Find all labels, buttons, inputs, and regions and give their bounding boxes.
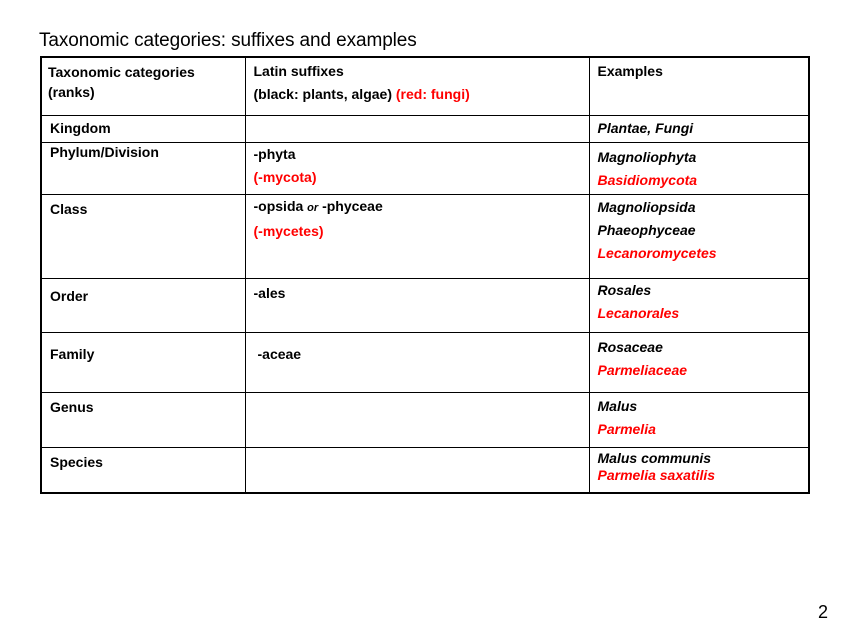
example-fungi-text: Parmelia [597, 420, 656, 437]
rank-cell: Class [41, 194, 245, 278]
header-suffixes-line2 [254, 83, 583, 106]
header-legend-red: (red: fungi) [395, 86, 470, 102]
suffix-cell: -ales [245, 278, 589, 332]
table-row [41, 142, 809, 194]
table-row [41, 392, 809, 447]
suffix-text-a: -opsida [253, 197, 304, 214]
suffix-cell [245, 194, 589, 278]
rank-cell: Kingdom [41, 115, 245, 142]
suffix-cell: -aceae [245, 332, 589, 392]
table-row [41, 332, 809, 392]
rank-cell: Family [41, 332, 245, 392]
example-cell [589, 392, 809, 447]
suffix-fungi-text: (-mycota) [253, 168, 317, 185]
page-number: 2 [817, 602, 828, 622]
table-row [41, 115, 809, 142]
slide-title: Taxonomic categories: suffixes and examples [39, 30, 417, 51]
header-ranks-line1: Taxonomic categories [48, 64, 195, 80]
suffix-or: or [307, 201, 319, 214]
header-suffixes-line1: Latin suffixes [253, 63, 344, 79]
suffix-text [254, 195, 583, 220]
header-ranks [41, 57, 245, 115]
table-row [41, 447, 809, 493]
header-suffixes [245, 57, 589, 115]
example-cell [589, 447, 809, 493]
header-ranks-line2: (ranks) [48, 84, 95, 100]
example-cell [589, 278, 809, 332]
example-text: Malus [597, 397, 638, 414]
suffix-cell [245, 447, 589, 493]
suffix-cell [245, 392, 589, 447]
example-text: Rosales [597, 281, 652, 298]
suffix-text: -phyta [253, 145, 296, 162]
suffix-text-b: -phyceae [322, 197, 383, 214]
example-fungi-text: Basidiomycota [597, 171, 698, 188]
example-text: Magnoliopsida [597, 198, 696, 215]
example-cell [589, 142, 809, 194]
example-cell [589, 194, 809, 278]
suffix-cell [245, 115, 589, 142]
header-legend-black: (black: plants, algae) [253, 86, 392, 102]
example-text: Magnoliophyta [597, 148, 697, 165]
header-examples: Examples [589, 57, 809, 115]
example-fungi-text: Lecanoromycetes [597, 244, 717, 261]
example-text: Malus communis [597, 449, 712, 466]
example-text: Phaeophyceae [597, 221, 696, 238]
rank-cell: Order [41, 278, 245, 332]
rank-cell: Genus [41, 392, 245, 447]
table-row [41, 194, 809, 278]
example-cell [589, 115, 809, 142]
taxonomy-table [40, 56, 810, 494]
suffix-cell [245, 142, 589, 194]
example-fungi-text: Lecanorales [597, 304, 680, 321]
suffix-fungi-text: (-mycetes) [253, 222, 324, 239]
rank-cell: Phylum/Division [41, 142, 245, 194]
table-header-row [41, 57, 809, 115]
table-row [41, 278, 809, 332]
example-text: Plantae, Fungi [597, 119, 694, 136]
example-fungi-text: Parmelia saxatilis [597, 466, 716, 483]
rank-cell: Species [41, 447, 245, 493]
example-cell [589, 332, 809, 392]
example-fungi-text: Parmeliaceae [597, 361, 688, 378]
example-text: Rosaceae [597, 338, 663, 355]
